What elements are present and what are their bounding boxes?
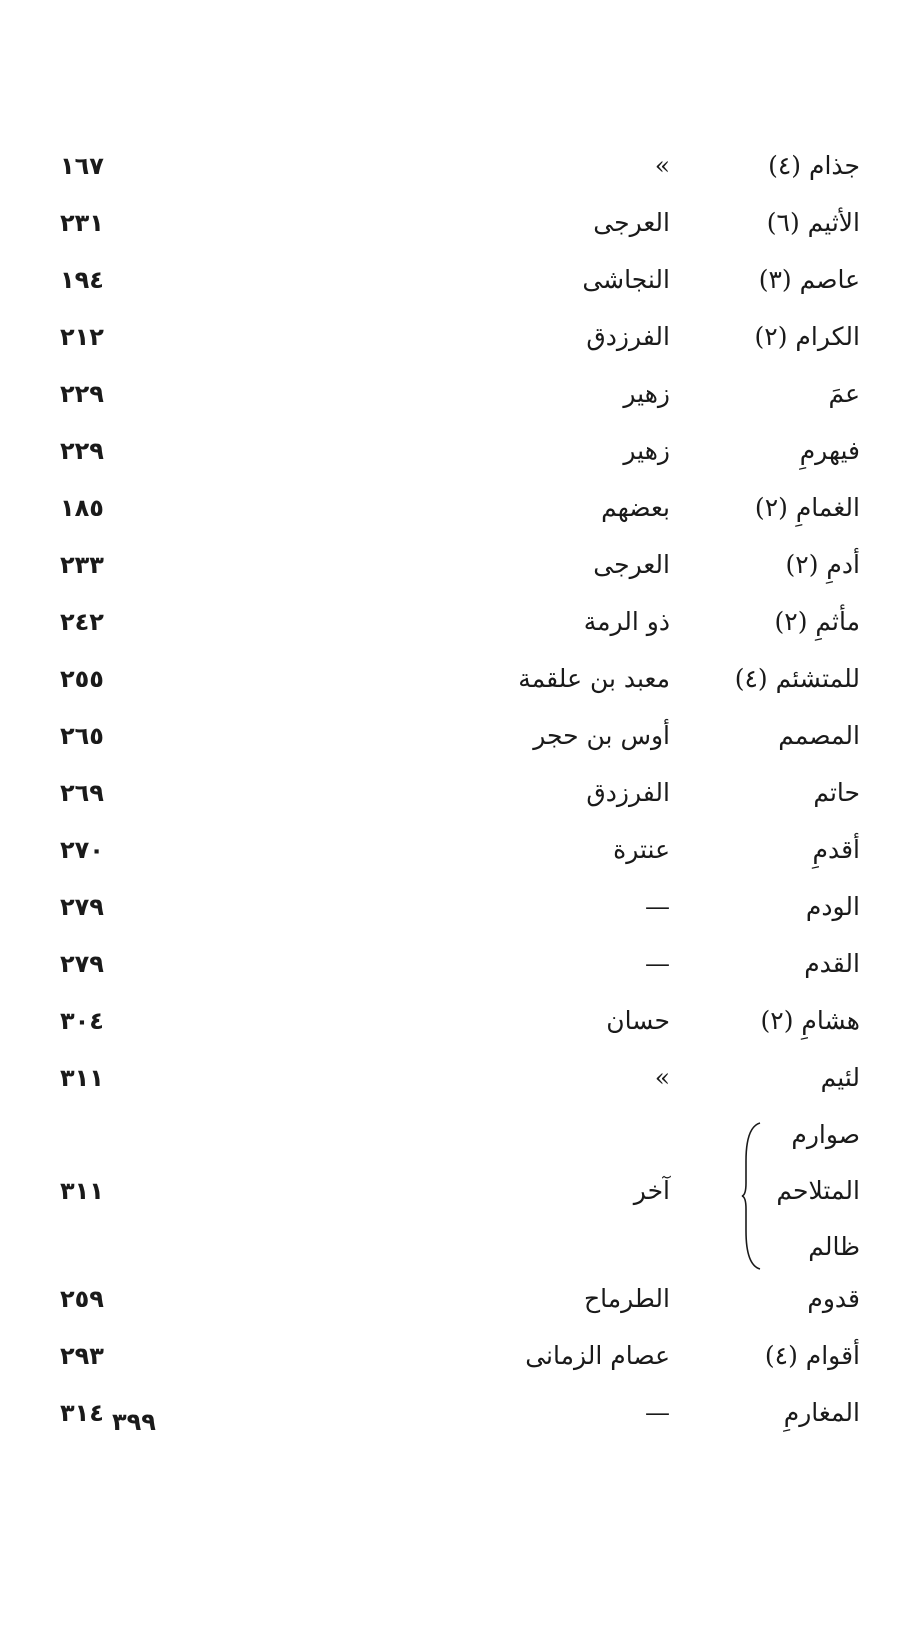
rhyme-group: [675, 1115, 860, 1279]
poet-name: بعضهم: [601, 493, 670, 522]
poet-name: آخر: [633, 1176, 670, 1205]
poet-name: —: [645, 949, 670, 978]
poet-name: النجاشى: [582, 265, 670, 294]
index-row: [60, 317, 860, 374]
poet-name: العرجى: [593, 550, 670, 579]
rhyme-word: لئيم: [820, 1063, 860, 1092]
rhyme-word: الأثيم (٦): [766, 208, 860, 237]
index-row: [60, 773, 860, 830]
rhyme-word: المتلاحم: [776, 1176, 860, 1205]
rhyme-word: عمَ: [828, 379, 860, 408]
index-row: [60, 887, 860, 944]
index-row: [60, 203, 860, 260]
page-number: ٢٩٣: [60, 1342, 104, 1370]
page-number: ٢١٢: [60, 323, 104, 351]
index-row: [60, 488, 860, 545]
index-row: [60, 545, 860, 602]
poet-name: الفرزدق: [586, 778, 670, 807]
rhyme-word: جذام (٤): [768, 151, 860, 180]
page-number: ٢٢٩: [60, 437, 104, 465]
poet-name: عصام الزمانى: [525, 1341, 670, 1370]
rhyme-word: الغمامِ (٢): [754, 493, 860, 522]
page-number: ٣١١: [60, 1177, 104, 1205]
index-row: [60, 830, 860, 887]
index-row: [60, 716, 860, 773]
poet-name: —: [645, 892, 670, 921]
page-number: ١٩٤: [60, 266, 104, 294]
index-row: [60, 1336, 860, 1393]
poet-name: معبد بن علقمة: [518, 664, 670, 693]
rhyme-word: فيهرمِ: [799, 436, 860, 465]
rhyme-word: المصمم: [778, 721, 860, 750]
rhyme-word: القدم: [804, 949, 860, 978]
page-number: ٢٢٩: [60, 380, 104, 408]
rhyme-word: هشامِ (٢): [760, 1006, 860, 1035]
rhyme-word: مأثمِ (٢): [774, 607, 860, 636]
index-row: [60, 374, 860, 431]
page-number: ٢٥٥: [60, 665, 104, 693]
index-row: [60, 1393, 860, 1450]
grouping-brace: [740, 1121, 764, 1271]
rhyme-word: عاصم (٣): [758, 265, 860, 294]
rhyme-word: صوارم: [791, 1120, 860, 1149]
poet-name: زهير: [623, 379, 670, 408]
page-number: ٣١١: [60, 1064, 104, 1092]
rhyme-word: أقدمِ: [812, 835, 860, 864]
poet-name: الفرزدق: [586, 322, 670, 351]
poet-name: زهير: [623, 436, 670, 465]
poet-name: العرجى: [593, 208, 670, 237]
poet-name: »: [654, 1063, 670, 1092]
poet-name: عنترة: [613, 835, 670, 864]
rhyme-word: المغارمِ: [783, 1398, 860, 1427]
index-row: [60, 602, 860, 659]
page-number: ٢٣٣: [60, 551, 104, 579]
page-number: ٢٥٩: [60, 1285, 104, 1313]
page-number: ٣٠٤: [60, 1007, 104, 1035]
rhyme-word: الودم: [805, 892, 860, 921]
page-number: ٣١٤: [60, 1399, 104, 1427]
index-row: [60, 431, 860, 488]
rhyme-word: أدمِ (٢): [785, 550, 860, 579]
page-number: ١٦٧: [60, 152, 104, 180]
rhyme-word: ظالم: [808, 1232, 860, 1261]
rhyme-word: حاتم: [813, 778, 860, 807]
page-number: ٢٦٩: [60, 779, 104, 807]
index-row: [60, 1058, 860, 1115]
rhyme-word: أقوام (٤): [764, 1341, 860, 1370]
page-number: ٢٧٩: [60, 893, 104, 921]
index-row: [60, 659, 860, 716]
poet-name: أوس بن حجر: [533, 721, 670, 750]
page-number: ١٨٥: [60, 494, 104, 522]
index-row: [60, 944, 860, 1001]
poet-name: الطرماح: [583, 1284, 670, 1313]
rhyme-word: قدوم: [807, 1284, 860, 1313]
poet-name: حسان: [606, 1006, 670, 1035]
index-row-group: [60, 1115, 860, 1279]
page-number: ٢٣١: [60, 209, 104, 237]
index-row: [60, 1279, 860, 1336]
rhyme-word: للمتشئم (٤): [734, 664, 860, 693]
page-number: ٢٦٥: [60, 722, 104, 750]
index-row: [60, 1001, 860, 1058]
rhyme-word: الكرام (٢): [754, 322, 860, 351]
page-number: ٢٧٩: [60, 950, 104, 978]
index-row: [60, 146, 860, 203]
page-number: ٢٤٢: [60, 608, 104, 636]
poet-name: »: [654, 151, 670, 180]
page-number: ٢٧٠: [60, 836, 104, 864]
rhyme-index-table: [60, 146, 860, 1450]
poet-name: —: [645, 1398, 670, 1427]
index-row: [60, 260, 860, 317]
poet-name: ذو الرمة: [583, 607, 670, 636]
page-folio-number: ٣٩٩: [112, 1408, 156, 1436]
